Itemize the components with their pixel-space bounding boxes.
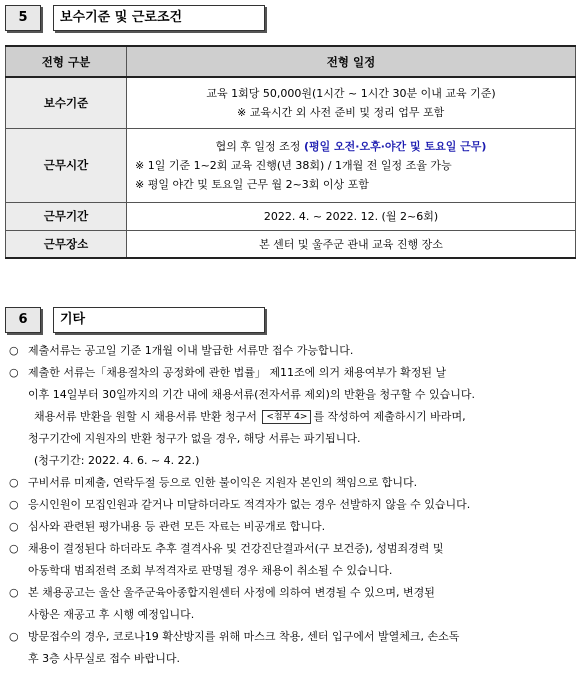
conditions-table [5, 45, 576, 259]
hours-line [127, 137, 575, 156]
header-schedule: 전형 일정 [127, 46, 576, 77]
item-text: 응시인원이 모집인원과 같거나 미달하더라도 적격자가 없는 경우 선발하지 않을 수 있습니다. [28, 498, 471, 511]
bullet-marker: ○ [9, 520, 19, 533]
item-text: 이후 14일부터 30일까지의 기간 내에 채용서류(전자서류 제외)의 반환을 청구할 수 있습니다. [28, 388, 475, 401]
item-text [9, 406, 577, 428]
item-text: (청구기간: 2022. 4. 6. ~ 4. 22.) [34, 454, 200, 467]
item-text: 사항은 재공고 후 시행 예정입니다. [28, 608, 195, 621]
bullet-marker: ○ [9, 542, 19, 555]
hours-text: 협의 후 일정 조정 [215, 139, 304, 153]
list-item [9, 340, 577, 362]
bullet-marker: ○ [9, 366, 19, 379]
row-label: 근무기간 [6, 202, 127, 230]
list-item [9, 626, 577, 670]
bullet-marker: ○ [9, 630, 19, 643]
item-text: 본 채용공고는 울산 울주군육아종합지원센터 사정에 의하여 변경될 수 있으며, 변경된 [28, 586, 435, 599]
hours-note: ※ 1일 기준 1~2회 교육 진행(년 38회) / 1개월 전 일정 조율 가능 [135, 158, 452, 172]
table-row [6, 230, 576, 258]
row-label: 근무장소 [6, 230, 127, 258]
section-number: 5 [5, 5, 41, 31]
list-item [9, 516, 577, 538]
section-title: 보수기준 및 근로조건 [53, 5, 265, 31]
section-title: 기타 [53, 307, 265, 333]
item-text: 채용이 결정된다 하더라도 추후 결격사유 및 건강진단결과서(구 보건증), 성범죄경력 및 [28, 542, 444, 555]
row-label: 근무시간 [6, 128, 127, 202]
section-number: 6 [5, 307, 41, 333]
row-value: 본 센터 및 울주군 관내 교육 진행 장소 [127, 230, 576, 258]
bullet-marker: ○ [9, 498, 19, 511]
notes-list [9, 340, 577, 670]
bullet-marker: ○ [9, 476, 19, 489]
bullet-marker: ○ [9, 344, 19, 357]
pay-note: ※ 교육시간 외 사전 준비 및 정리 업무 포함 [237, 105, 445, 119]
item-text: 를 작성하여 제출하시기 바라며, [313, 410, 466, 423]
item-text: 후 3층 사무실로 접수 바랍니다. [28, 652, 180, 665]
hours-note: ※ 평일 야간 및 토요일 근무 월 2~3회 이상 포함 [135, 177, 369, 191]
item-text: 채용서류 반환을 원할 시 채용서류 반환 청구서 [34, 410, 257, 423]
header-category: 전형 구분 [6, 46, 127, 77]
row-value: 2022. 4. ~ 2022. 12. (월 2~6회) [127, 202, 576, 230]
row-label: 보수기준 [6, 77, 127, 128]
table-row [6, 128, 576, 202]
table-row [6, 77, 576, 128]
row-value [127, 77, 576, 128]
item-text: 제출한 서류는「채용절차의 공정화에 관한 법률」 제11조에 의거 채용여부가 확정된 날 [28, 366, 447, 379]
hours-highlight: (평일 오전·오후·야간 및 토요일 근무) [303, 139, 487, 153]
list-item [9, 472, 577, 494]
row-value [127, 128, 576, 202]
list-item [9, 362, 577, 472]
item-text: 제출서류는 공고일 기준 1개월 이내 발급한 서류만 접수 가능합니다. [28, 344, 354, 357]
list-item [9, 494, 577, 516]
item-text: 구비서류 미제출, 연락두절 등으로 인한 불이익은 지원자 본인의 책임으로 합니다. [28, 476, 418, 489]
attachment-ref: <첨부 4> [262, 410, 311, 424]
table-row [6, 202, 576, 230]
item-text: 아동학대 범죄전력 조회 부적격자로 판명될 경우 채용이 취소될 수 있습니다. [28, 564, 393, 577]
bullet-marker: ○ [9, 586, 19, 599]
pay-line: 교육 1회당 50,000원(1시간 ~ 1시간 30분 이내 교육 기준) [206, 86, 496, 100]
item-text: 방문접수의 경우, 코로나19 확산방지를 위해 마스크 착용, 센터 입구에서 발열체크, 손소독 [28, 630, 460, 643]
list-item [9, 538, 577, 582]
table-header-row [6, 46, 576, 77]
list-item [9, 582, 577, 626]
item-text: 심사와 관련된 평가내용 등 관련 모든 자료는 비공개로 합니다. [28, 520, 326, 533]
item-text: 청구기간에 지원자의 반환 청구가 없을 경우, 해당 서류는 파기됩니다. [28, 432, 361, 445]
